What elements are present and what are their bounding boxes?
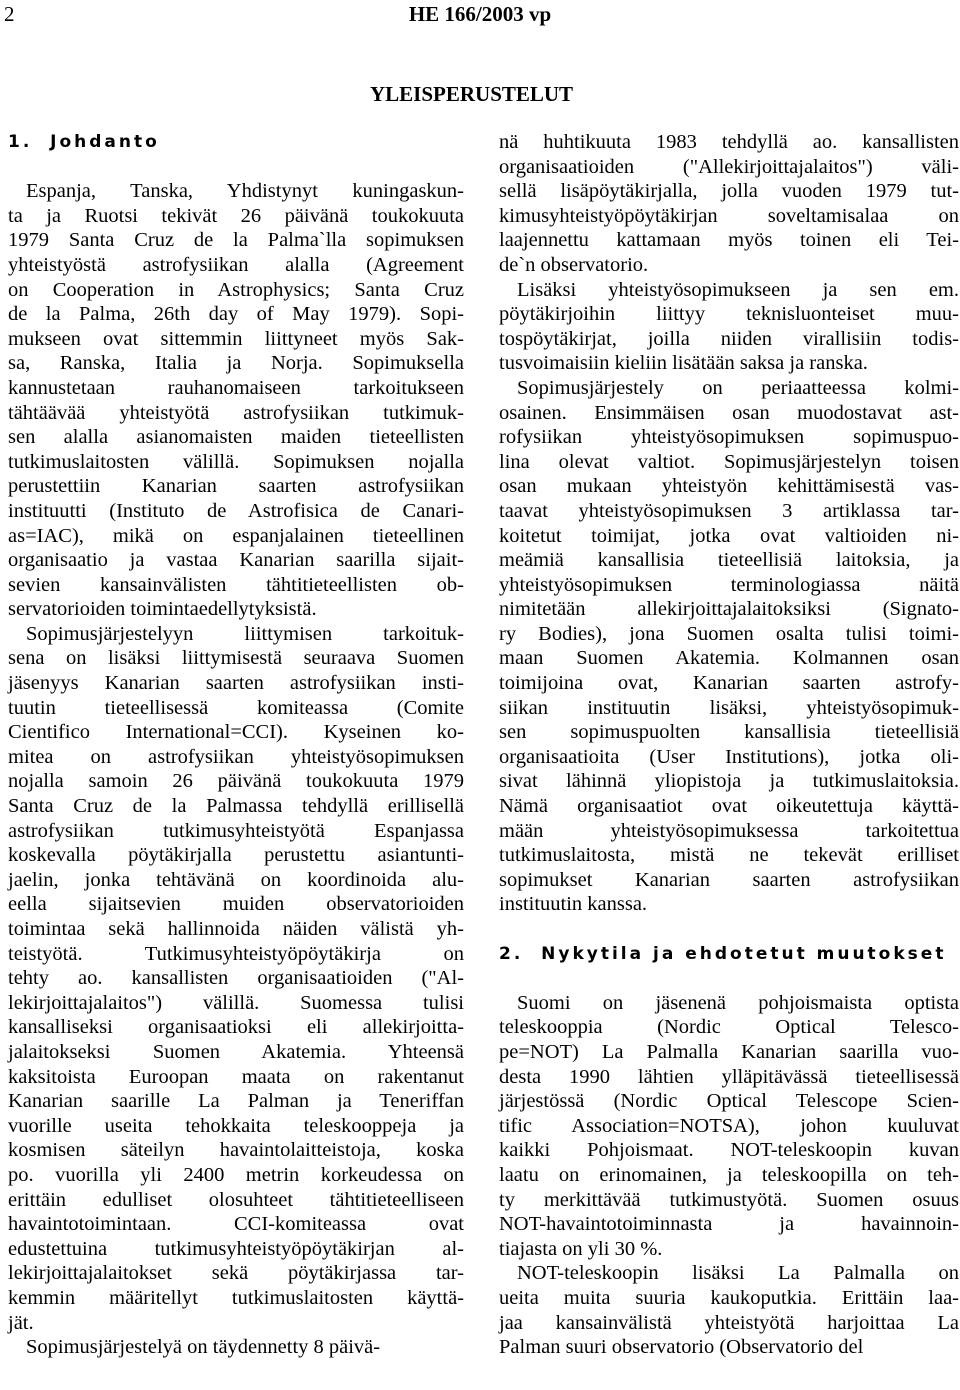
text-line: jät. [8, 1311, 34, 1334]
text-line: laajennettu kattamaan myös toinen eli Tei- [499, 229, 959, 252]
text-line: tutkimuslaitosten välillä. Sopimuksen nojalla [8, 450, 464, 473]
text-line: meämiä kansallisia tieteellisiä laitoksia, ja [499, 549, 959, 572]
text-line: Sopimusjärjestelyä on täydennetty 8 päivä- [26, 1336, 381, 1359]
text-line: sen alalla asianomaisten maiden tieteellisten [8, 426, 464, 449]
heading-text: Nykytila ja ehdotetut muutokset [541, 943, 947, 964]
text-line: organisaatioita (User Institutions), jotka oli- [499, 745, 959, 768]
page-header [0, 0, 960, 30]
text-line: Nämä organisaatiot ovat oikeutettuja käyttä- [499, 795, 959, 818]
text-line: toimijoina ovat, Kanarian saarten astrofy- [499, 672, 959, 695]
text-line: yhteistyöstä astrofysiikan alalla (Agreement [8, 253, 464, 276]
text-line: erittäin edulliset olosuhteet tähtitieteelliseen [8, 1188, 464, 1211]
section-title: YLEISPERUSTELUT [370, 82, 574, 106]
text-line: mukseen ovat sittemmin liittyneet myös Sak- [8, 327, 464, 350]
text-line: koitetut toimijat, jotka ovat valtioiden ni- [499, 524, 959, 547]
text-line: jaa kansainvälistä yhteistyötä harjoittaa La [499, 1311, 959, 1334]
text-line: organisaatio ja vastaa Kanarian saarilla sijait- [8, 549, 464, 572]
text-line: nojalla samoin 26 päivänä toukokuuta 1979 [8, 770, 464, 793]
text-line: järjestössä (Nordic Optical Telescope Scien- [499, 1090, 959, 1113]
text-line: pe=NOT) La Palmalla Kanarian saarilla vuo- [499, 1040, 959, 1063]
heading-current-state [499, 942, 959, 967]
text-line: tähtäävää yhteistyötä astrofysiikan tutkimuk- [8, 401, 464, 424]
heading-spacer [499, 966, 959, 991]
text-line: teistyötä. Tutkimusyhteistyöpöytäkirja on [8, 942, 464, 965]
text-line: vuorille useita tehokkaita teleskooppeja ja [8, 1114, 464, 1137]
text-line: sa, Ranska, Italia ja Norja. Sopimuksella [8, 352, 464, 375]
text-line: instituutti (Instituto de Astrofisica de Canari- [8, 499, 464, 522]
text-line: po. vuorilla yli 2400 metrin korkeudessa on [8, 1163, 464, 1186]
text-line: Sopimusjärjestely on periaatteessa kolmi- [517, 376, 959, 399]
text-line: sopimukset Kanarian saarten astrofysiikan [499, 868, 959, 891]
text-line: taavat yhteistyösopimuksen 3 artiklassa tar- [499, 499, 959, 522]
section-spacer [499, 917, 959, 942]
text-line: mitea on astrofysiikan yhteistyösopimuksen [8, 745, 464, 768]
text-line: desta 1990 lähtien ylläpitävässä tieteellisessä [499, 1065, 959, 1088]
text-line: laatu on erinomainen, ja teleskoopilla on teh- [499, 1163, 959, 1186]
text-line: tehty ao. kansallisten organisaatioiden ("Al- [8, 967, 464, 990]
text-line: jaelin, jonka tehtävänä on koordinoida alu- [8, 868, 464, 891]
heading-spacer [8, 155, 464, 180]
text-line: NOT-teleskoopin lisäksi La Palmalla on [517, 1262, 959, 1285]
text-line: sivat lähinnä yliopistoja ja tutkimuslaitoksia. [499, 770, 959, 793]
right-column [499, 130, 959, 1360]
text-line: lekirjoittajalaitokset sekä pöytäkirjassa tar- [8, 1262, 464, 1285]
text-line: de`n observatorio. [499, 253, 649, 276]
heading-text: Johdanto [50, 132, 160, 152]
text-line: nä huhtikuuta 1983 tehdyllä ao. kansallisten [499, 131, 959, 153]
text-line: ty merkittävää tutkimustyötä. Suomen osuus [499, 1188, 959, 1211]
text-line: lekirjoittajalaitos") välillä. Suomessa tulisi [8, 991, 464, 1014]
text-line: osan mukaan yhteistyön kehittämisestä vas- [499, 475, 959, 498]
text-line: sellä lisäpöytäkirjalla, jolla vuoden 1979 tut- [499, 180, 959, 203]
text-line: teleskooppia (Nordic Optical Telesco- [499, 1016, 959, 1039]
text-line: Espanja, Tanska, Yhdistynyt kuningaskun- [26, 180, 464, 203]
text-line: havaintotoimintaan. CCI-komiteassa ovat [8, 1213, 464, 1236]
text-line: Suomi on jäsenenä pohjoismaista optista [517, 991, 959, 1014]
text-line: tuutin tieteellisessä komiteassa (Comite [8, 696, 464, 719]
text-line: koskevalla pöytäkirjalla perustettu asiantunti- [8, 844, 464, 867]
text-line: organisaatioiden ("Allekirjoittajalaitos") väli- [499, 155, 959, 178]
text-line: Santa Cruz de la Palmassa tehdyllä erillisellä [8, 795, 464, 818]
text-line: maan Suomen Akatemia. Kolmannen osan [499, 647, 959, 670]
text-line: mään yhteistyösopimuksessa tarkoitettua [499, 819, 959, 842]
heading-introduction [8, 130, 464, 155]
text-line: tific Association=NOTSA), johon kuuluvat [499, 1114, 959, 1137]
text-line: tutkimuslaitosta, mistä ne tekevät erilliset [499, 844, 959, 867]
text-line: as=IAC), mikä on espanjalainen tieteellinen [8, 524, 464, 547]
left-column [8, 130, 464, 1360]
text-line: Cientifico International=CCI). Kyseinen ko- [8, 721, 464, 744]
text-line: Kanarian saarille La Palman ja Teneriffan [8, 1090, 464, 1113]
text-line: kaikki Pohjoismaat. NOT-teleskoopin kuvan [499, 1139, 959, 1162]
text-line: pöytäkirjoihin liittyy teknisluonteiset muu- [499, 303, 959, 326]
text-line: kansalliseksi organisaatioksi eli allekirjoitta- [8, 1016, 464, 1039]
text-line: on Cooperation in Astrophysics; Santa Cruz [8, 278, 464, 301]
text-line: ta ja Ruotsi tekivät 26 päivänä toukokuuta [8, 204, 464, 227]
text-line: kannustetaan rauhanomaiseen tarkoitukseen [8, 376, 464, 399]
text-line: perustettiin Kanarian saarten astrofysiikan [8, 475, 464, 498]
text-line: Lisäksi yhteistyösopimukseen ja sen em. [517, 278, 959, 301]
text-line: Sopimusjärjestelyyn liittymisen tarkoituk- [26, 622, 464, 645]
heading-number: 2. [499, 943, 524, 964]
text-line: de la Palma, 26th day of May 1979). Sopi- [8, 303, 464, 326]
text-line: NOT-havaintotoiminnasta ja havainnoin- [499, 1213, 959, 1236]
text-line: ry Bodies), jona Suomen osalta tulisi toimi- [499, 622, 959, 645]
text-line: servatorioiden toimintaedellytyksistä. [8, 598, 317, 621]
text-line: kemmin määritellyt tutkimuslaitosten käyttä- [8, 1286, 464, 1309]
text-line: kosmisen säteilyn havaintolaitteistoja, koska [8, 1139, 464, 1162]
text-line: astrofysiikan tutkimusyhteistyötä Espanjassa [8, 819, 464, 842]
text-line: Palman suuri observatorio (Observatorio del [499, 1336, 864, 1359]
text-line: nimitetään allekirjoittajalaitoksiksi (Signato- [499, 598, 959, 621]
text-line: jäsenyys Kanarian saarten astrofysiikan insti- [8, 672, 464, 695]
page-number: 2 [4, 2, 15, 26]
text-line: kimusyhteistyöpöytäkirjan soveltamisalaa on [499, 204, 959, 227]
text-line: ueita muita suuria kaukoputkia. Erittäin laa- [499, 1286, 959, 1309]
text-line: instituutin kanssa. [499, 893, 648, 916]
text-line: 1979 Santa Cruz de la Palma`lla sopimuksen [8, 229, 464, 252]
text-line: sevien kansainvälisten tähtitieteellisten ob- [8, 573, 464, 596]
text-line: sena on lisäksi liittymisestä seuraava Suomen [8, 647, 464, 670]
text-line: osainen. Ensimmäisen osan muodostavat ast- [499, 401, 959, 424]
text-line: sen sopimuspuolten kansallisia tieteellisiä [499, 721, 959, 744]
text-line: rofysiikan yhteistyösopimuksen sopimuspuo- [499, 426, 959, 449]
text-line: siikan instituutin lisäksi, yhteistyösopimuk- [499, 696, 959, 719]
text-line: yhteistyösopimuksen terminologiassa näitä [499, 573, 959, 596]
text-line: tospöytäkirjat, joilla niiden virallisiin todis- [499, 327, 959, 350]
text-line: toimintaa sekä hallinnoida näiden välistä yh- [8, 918, 464, 940]
text-line: kaksitoista Euroopan maata on rakentanut [8, 1065, 464, 1088]
text-line: jalaitokseksi Suomen Akatemia. Yhteensä [8, 1040, 464, 1063]
text-line: lina olevat valtiot. Sopimusjärjestelyn toisen [499, 450, 959, 473]
text-line: tiajasta on yli 30 %. [499, 1237, 663, 1260]
text-line: eella sijaitsevien muiden observatorioiden [8, 893, 464, 916]
text-line: edustettuina tutkimusyhteistyöpöytäkirjan al- [8, 1237, 464, 1260]
heading-number: 1. [8, 132, 33, 152]
text-line: tusvoimaisiin kieliin lisätään saksa ja ranska. [499, 352, 868, 375]
document-id: HE 166/2003 vp [408, 2, 552, 26]
